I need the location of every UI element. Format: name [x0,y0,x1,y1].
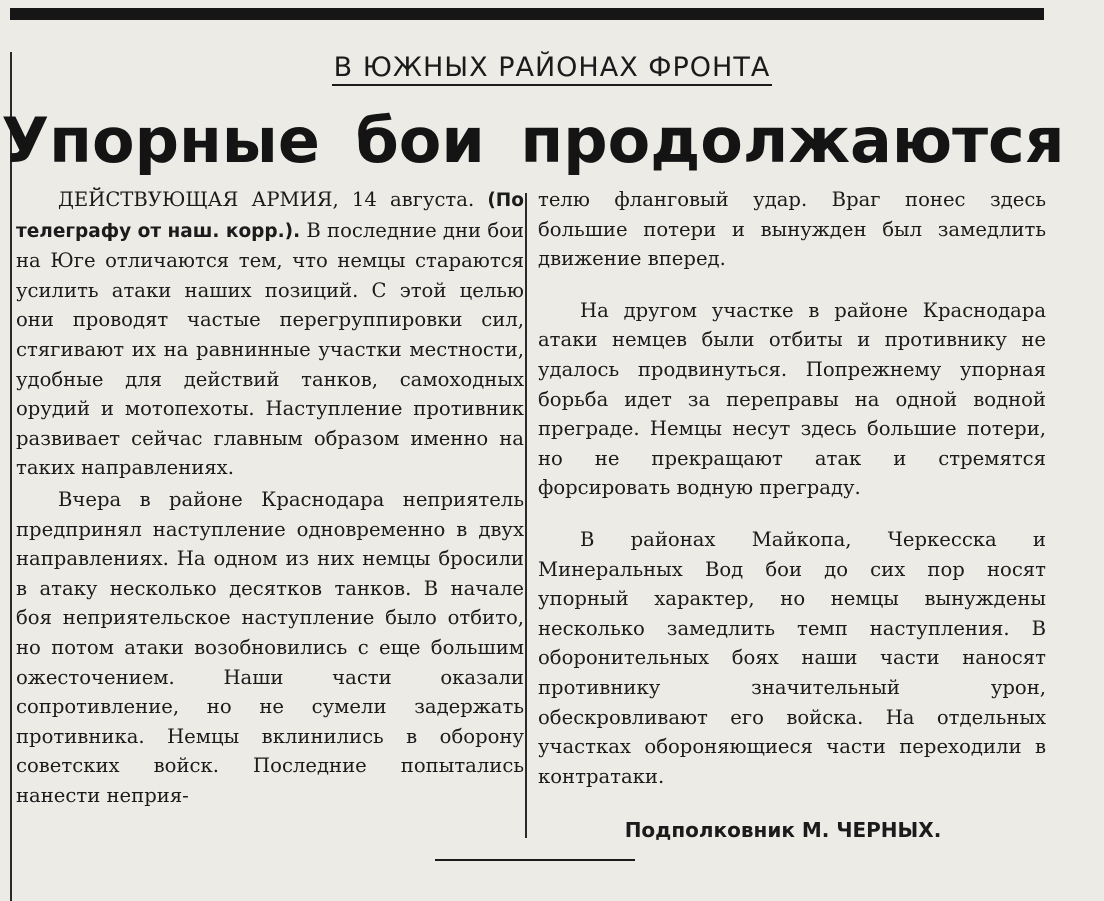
section-heading [0,52,1104,83]
article-column-left [16,185,524,810]
source-line: (По телеграфу от наш. корр.). [16,190,524,242]
headline: Упорные бои продолжаются [1,104,1065,177]
paragraph-1-text: В последние дни бои на Юге отличаются тем, что немцы стараются усилить атаки наших позиций. С этой целью они проводят частые перегруппировки сил, стягивают их на равнинные участки местности, удобные для действий танков, самоходных орудий и мотопехоты. Наступление противник развивает сейчас главным образом именно на таких направлениях. [16,218,524,480]
article-paragraph-3: На другом участке в районе Краснодара атаки немцев были отбиты и противнику не удалось продвинуться. Попрежнему упорная борьба идет за переправы на одной водной преграде. Немцы несут здесь большие потери, но не прекращают атак и стремятся форсировать водную преграду. [538,298,1046,500]
section-heading-text: В ЮЖНЫХ РАЙОНАХ ФРОНТА [332,52,773,86]
article-paragraph-1 [16,185,524,483]
article-paragraph-2: Вчера в районе Краснодара неприятель предпринял наступление одновременно в двух направлениях. На одном из них немцы бросили в атаку несколько десятков танков. В начале боя неприятельское наступление было отбито, но потом атаки возобновились с еще большим ожесточением. Наши части оказали сопротивление, но не сумели задержать противника. Немцы вклинились в оборону советских войск. Последние попытались нанести неприя- [16,487,524,807]
top-rule [10,8,1044,20]
column-divider [525,193,527,838]
article-column-right [538,185,1046,791]
article-paragraph-2-continued: телю фланговый удар. Враг понес здесь большие потери и вынужден был замедлить движение вперед. [538,188,1046,271]
dateline: ДЕЙСТВУЮЩАЯ АРМИЯ, 14 августа. [58,188,475,211]
bottom-rule [435,859,635,861]
author-signature: Подполковник М. ЧЕРНЫХ. [624,818,942,842]
left-column-rule [10,52,12,901]
article-paragraph-4: В районах Майкопа, Черкесска и Минеральных Вод бои до сих пор носят упорный характер, но немцы вынуждены несколько замедлить темп наступления. В оборонительных боях наши части наносят противнику значительный урон, обескровливают его войска. На отдельных участках обороняющиеся части переходили в контратаки. [538,527,1046,788]
